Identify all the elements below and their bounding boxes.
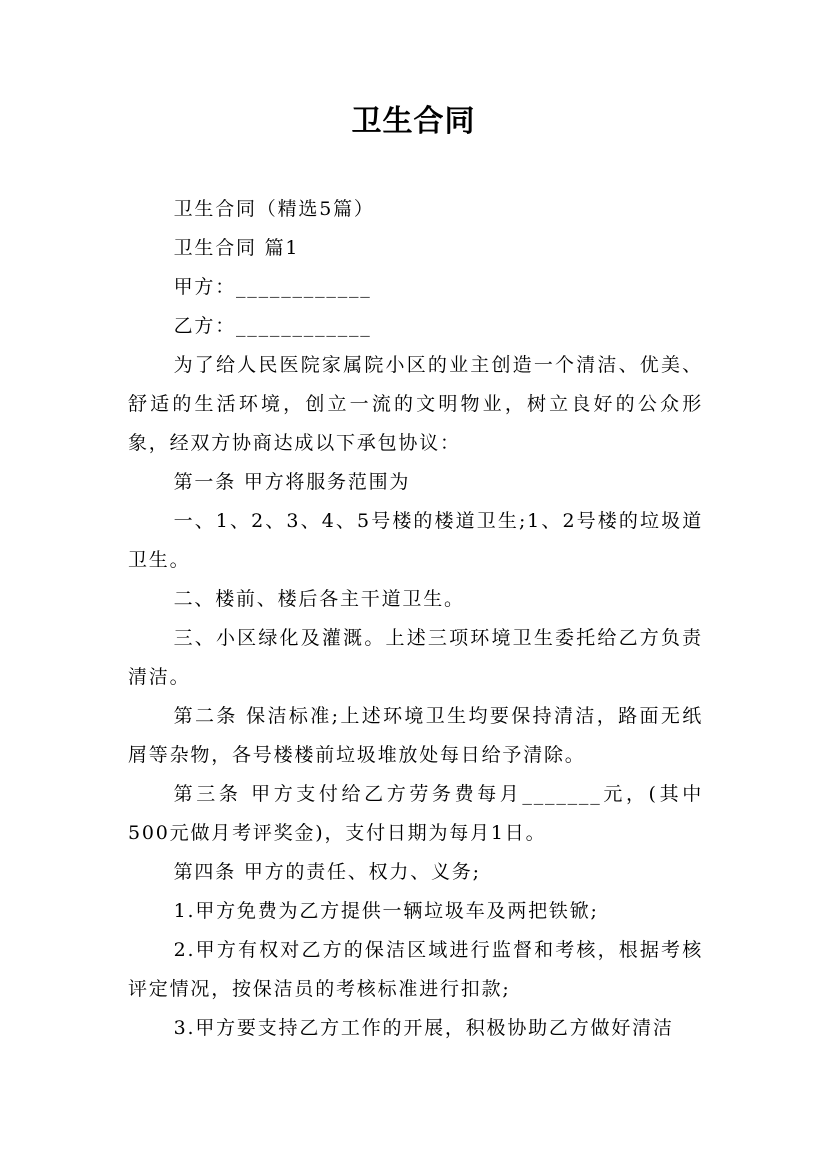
paragraph-duty-3: 3.甲方要支持乙方工作的开展，积极协助乙方做好清洁: [173, 1017, 674, 1039]
paragraph-heading-part-1: 卫生合同 篇1: [173, 237, 300, 259]
paragraph-subtitle: 卫生合同（精选5篇）: [173, 198, 375, 220]
paragraph-article-1: 第一条 甲方将服务范围为: [173, 471, 411, 493]
paragraph-item-2: 二、楼前、楼后各主干道卫生。: [173, 588, 465, 610]
paragraph-article-4: 第四条 甲方的责任、权力、义务;: [173, 861, 481, 883]
paragraph-party-b: 乙方：____________: [173, 315, 372, 337]
document-title: 卫生合同: [351, 104, 476, 139]
paragraph-preamble: 为了给人民医院家属院小区的业主创造一个清洁、优美、舒适的生活环境，创立一流的文明物业，树立良好的公众形象，经双方协商达成以下承包协议：: [128, 354, 703, 454]
paragraph-item-1: 一、1、2、3、4、5号楼的楼道卫生;1、2号楼的垃圾道卫生。: [128, 510, 703, 571]
paragraph-duty-1: 1.甲方免费为乙方提供一辆垃圾车及两把铁锨;: [173, 900, 599, 922]
paragraph-article-3: 第三条 甲方支付给乙方劳务费每月_______元，(其中500元做月考评奖金)，支付日期为每月1日。: [128, 783, 703, 844]
paragraph-duty-2: 2.甲方有权对乙方的保洁区域进行监督和考核，根据考核评定情况，按保洁员的考核标准进行扣款;: [128, 939, 703, 1000]
document-body: [128, 190, 703, 1048]
paragraph-party-a: 甲方：____________: [173, 276, 372, 298]
paragraph-item-3: 三、小区绿化及灌溉。上述三项环境卫生委托给乙方负责清洁。: [128, 627, 703, 688]
paragraph-article-2: 第二条 保洁标准;上述环境卫生均要保持清洁，路面无纸屑等杂物，各号楼楼前垃圾堆放处每日给予清除。: [128, 705, 703, 766]
